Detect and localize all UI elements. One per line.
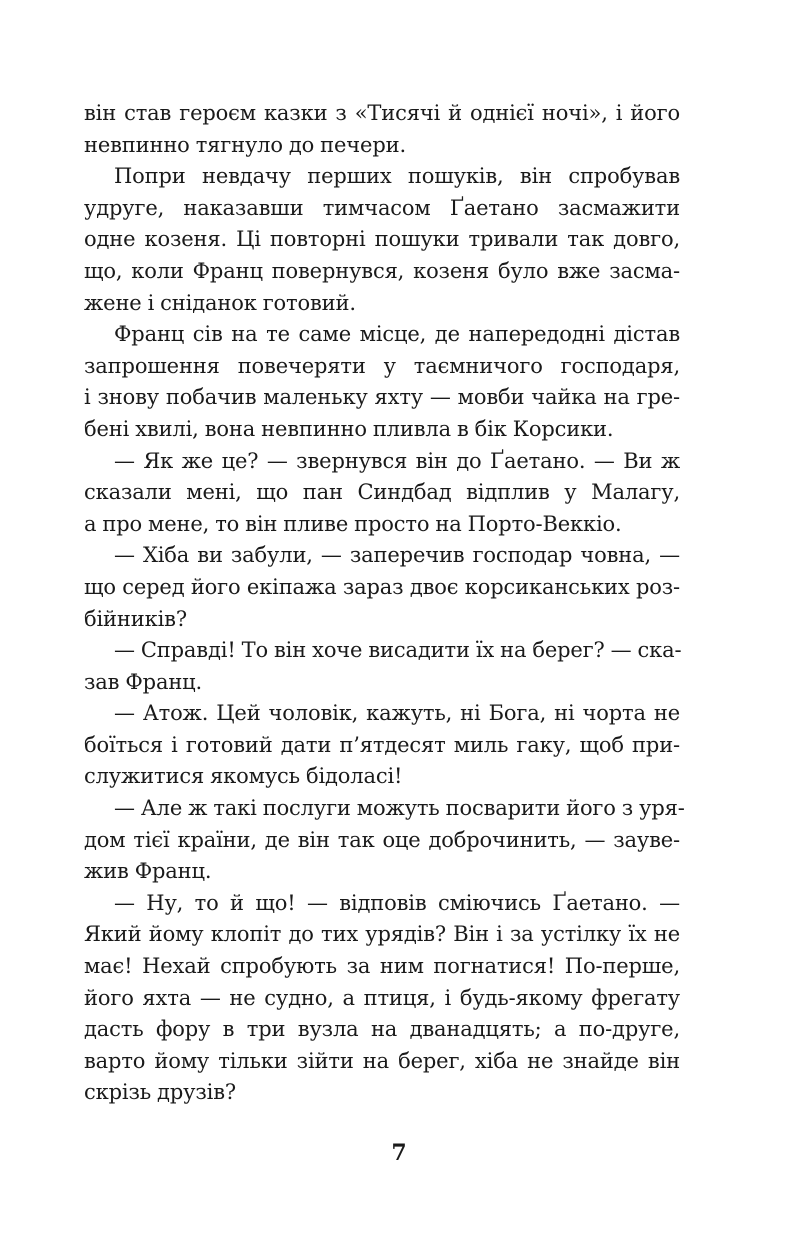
text-line: його яхта — не судно, а птиця, і будь-якому фрегату	[84, 985, 680, 1010]
text-line: що серед його екіпажа зараз двоє корсиканських роз-	[84, 574, 680, 599]
text-line: бені хвилі, вона невпинно пливла в бік Корсики.	[84, 416, 614, 441]
paragraph	[84, 793, 685, 888]
text-line: — Як же це? — звернувся він до Ґаетано. — Ви ж	[114, 448, 680, 473]
text-line: і знову побачив маленьку яхту — мовби чайка на гре-	[84, 385, 680, 410]
text-line: запрошення повечеряти у таємничого господаря,	[84, 353, 680, 378]
text-line: служитися якомусь бідоласі!	[84, 764, 403, 789]
paragraph	[84, 446, 680, 541]
text-line: варто йому тільки зійти на берег, хіба не знайде він	[84, 1048, 680, 1073]
paragraph	[84, 635, 680, 698]
paragraph	[84, 540, 680, 635]
paragraph	[84, 161, 680, 319]
paragraph	[84, 319, 680, 445]
text-line: жене і сніданок готовий.	[84, 290, 356, 315]
text-line: дом тієї країни, де він так оце доброчинить, — зауве-	[84, 827, 680, 852]
text-line: — Але ж такі послуги можуть посварити його з уря-	[114, 796, 685, 821]
body-text	[84, 98, 685, 1109]
text-line: боїться і готовий дати п’ятдесят миль гаку, щоб при-	[84, 732, 680, 757]
text-line: а про мене, то він пливе просто на Порто-Веккіо.	[84, 511, 622, 536]
text-line: скрізь друзів?	[84, 1080, 236, 1105]
text-line: — Ну, то й що! — відповів сміючись Ґаетано. —	[114, 890, 680, 915]
paragraph	[84, 888, 680, 1109]
text-line: Франц сів на те саме місце, де напередодні дістав	[114, 322, 680, 347]
paragraph	[84, 698, 680, 793]
paragraph	[84, 98, 680, 161]
text-line: зав Франц.	[84, 669, 203, 694]
text-line: удруге, наказавши тимчасом Ґаетано засмажити	[84, 195, 680, 220]
text-line: він став героєм казки з «Тисячі й однієї ночі», і його	[84, 101, 680, 125]
text-line: сказали мені, що пан Синдбад відплив у Малагу,	[84, 480, 680, 505]
text-line: бійників?	[84, 606, 187, 631]
text-line: Попри невдачу перших пошуків, він спробував	[114, 164, 680, 189]
text-line: має! Нехай спробують за ним погнатися! По-перше,	[84, 954, 680, 979]
text-line: — Атож. Цей чоловік, кажуть, ні Бога, ні чорта не	[114, 701, 680, 726]
text-line: жив Франц.	[84, 859, 212, 884]
text-line: Який йому клопіт до тих урядів? Він і за устілку їх не	[84, 922, 680, 947]
page-number: 7	[391, 1140, 407, 1166]
text-line: невпинно тягнуло до печери.	[84, 132, 406, 157]
text-line: — Хіба ви забули, — заперечив господар човна, —	[114, 543, 680, 568]
text-line: дасть фору в три вузла на дванадцять; а по-друге,	[84, 1017, 680, 1042]
text-line: одне козеня. Ці повторні пошуки тривали так довго,	[84, 227, 680, 252]
text-line: — Справді! То він хоче висадити їх на берег? — ска-	[114, 638, 682, 663]
text-line: що, коли Франц повернувся, козеня було вже засма-	[84, 258, 680, 283]
